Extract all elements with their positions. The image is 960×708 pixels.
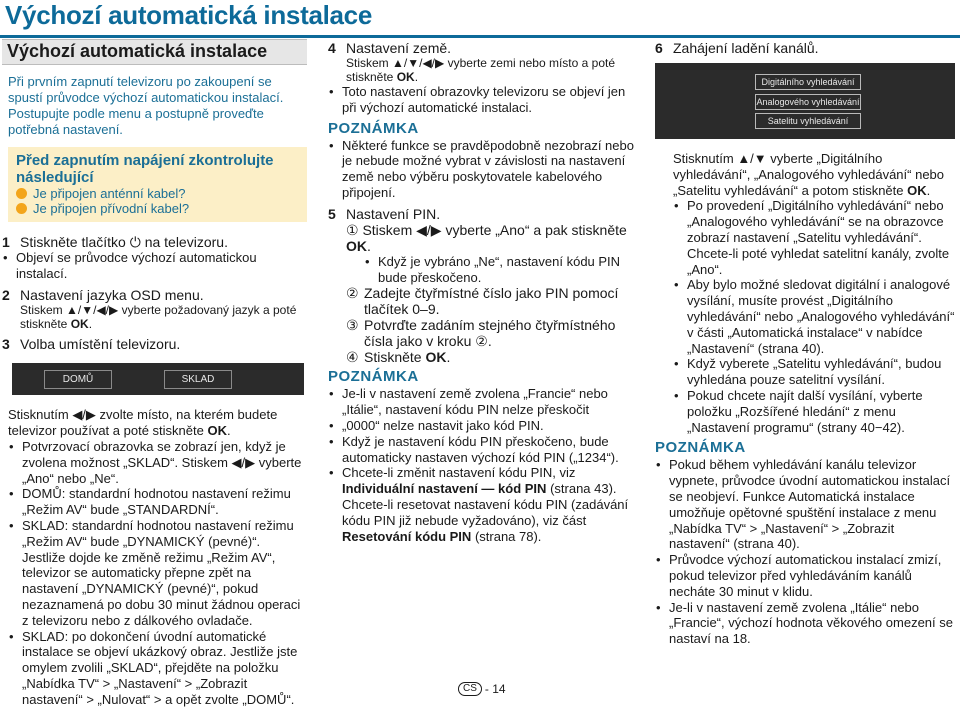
section-title: Výchozí automatická instalace: [7, 41, 268, 61]
note-heading: POZNÁMKA: [328, 119, 419, 137]
step-number: 3: [2, 336, 10, 353]
text-part: Zadejte čtyřmístné číslo jako PIN pomocí tlačítek 0–9.: [364, 285, 619, 318]
note-heading: POZNÁMKA: [328, 368, 419, 386]
step-3-desc: [8, 407, 307, 439]
precheck-box: [8, 147, 307, 222]
list-item: • Je-li v nastavení země zvolena „Itálie“ nebo „Francie“, výchozí hodnota věkového omezení se nastaví na 18.: [655, 600, 958, 647]
text-part: (strana 78).: [474, 528, 542, 544]
substep-4: [346, 349, 638, 365]
list-item: • Když je vybráno „Ne“, nastavení kódu PIN bude přeskočeno.: [364, 254, 638, 286]
step-4-desc: [346, 56, 638, 84]
list-item: • Průvodce výchozí automatickou instalací zmizí, pokud televizor před vyhledáváním kanálů necháte 30 minut v klidu.: [655, 552, 958, 599]
text-part: .: [367, 237, 371, 254]
section-header: [2, 39, 307, 65]
list-item: • Pokud během vyhledávání kanálu televizor vypnete, průvodce úvodní automatickou instalací se neobjeví. Funkce Automatická instalace umožňuje opětovné spuštění instalace z menu „Nabídka TV“ > „Nastavení“ > „Zobrazit nastavení“ (strana 40).: [655, 457, 958, 552]
note-heading: POZNÁMKA: [655, 439, 746, 457]
step-number: 4: [328, 40, 336, 56]
page-number: - 14: [484, 682, 506, 696]
orange-bullet-icon: [16, 188, 27, 199]
page-title: Výchozí automatická instalace: [5, 0, 373, 30]
ok-key-label: OK: [346, 237, 367, 254]
text-part: vyberte zemi nebo místo a poté stiskněte: [346, 56, 616, 84]
column-2: [328, 38, 638, 544]
list-item: • Když vyberete „Satelitu vyhledávání“, budou vyhledána pouze satelitní vysílání.: [673, 356, 958, 388]
precheck-item-text: Je připojen přívodní kabel?: [33, 200, 190, 216]
arrow-keys-icon: ◀/▶: [416, 221, 442, 238]
note-2-bullets: [328, 386, 638, 544]
step-text-part: Stiskněte tlačítko: [20, 233, 126, 250]
ok-key-label: OK: [425, 349, 447, 366]
list-item: • Když je nastavení kódu PIN přeskočeno, bude automaticky nastaven výchozí kód PIN („1234“).: [328, 434, 638, 466]
step-6: [655, 40, 958, 56]
list-item: • Toto nastavení obrazovky televizoru se objeví jen při výchozí automatické instalaci.: [328, 84, 638, 116]
text-part: Stiskem: [362, 221, 413, 238]
page-footer: [458, 682, 506, 696]
text-part: Stisknutím: [673, 151, 734, 166]
intro-text: Při prvním zapnutí televizoru po zakoupení se spustí průvodce výchozí automatickou instalací. Postupujte podle menu a postupně proveďte potřebná nastavení.: [8, 73, 284, 137]
step-number: 6: [655, 40, 663, 56]
step-6-bullets: [655, 198, 958, 435]
step-number: 1: [2, 233, 10, 250]
reference-link: Resetování kódu PIN: [342, 528, 472, 544]
text-part: vyberte požadovaný jazyk a poté stiskněte: [20, 303, 297, 332]
text-part: .: [88, 317, 93, 332]
digital-search-option[interactable]: Digitálního vyhledávání: [755, 74, 861, 90]
step-5: [328, 206, 638, 222]
language-badge: CS: [458, 682, 482, 696]
text-part: zvolte místo, na kterém budete televizor používat a poté stiskněte: [8, 407, 278, 439]
circled-number: ②: [475, 333, 488, 350]
step-4-bullets: [328, 84, 638, 116]
ok-key-label: OK: [396, 70, 415, 84]
text-part: Stisknutím: [8, 407, 69, 423]
list-item: • Pokud chcete najít další vysílání, vyberte položku „Rozšířené hledání“ z menu „Nastavení programu“ (strany 40−42).: [673, 388, 958, 435]
step-1: [2, 234, 307, 250]
circled-number: ①: [346, 221, 359, 238]
list-item: • Aby bylo možné sledovat digitální i analogové vysílání, musíte provést „Digitálního vyhledávání“ nebo „Analogového vyhledávání“ v části „Automatická instalace“ v nabídce „Nastavení“ (strana 40).: [673, 277, 958, 356]
column-3: [655, 38, 958, 647]
text-part: Potvrďte zadáním stejného čtyřmístného čísla jako v kroku: [364, 317, 616, 350]
ok-key-label: OK: [70, 317, 89, 332]
step-text: [20, 234, 228, 250]
substep-1: [346, 222, 638, 254]
step-title: Volba umístění televizoru.: [20, 336, 181, 353]
store-option-button[interactable]: SKLAD: [164, 370, 232, 389]
text-part: Stiskem: [346, 56, 389, 70]
arrow-keys-icon: ▲/▼/◀/▶: [392, 56, 445, 70]
precheck-item: [16, 186, 299, 201]
list-item: • Objeví se průvodce výchozí automatickou instalací.: [2, 250, 307, 282]
list-item: • SKLAD: po dokončení úvodní automatické instalace se objeví ukázkový obraz. Jestliže jste omylem zvolili „SKLAD“, přejděte na položku „Nabídka TV“ > „Nastavení“ > „Zobrazit nastavení“ > „Nulovat“ > a opět zvolte „DOMŮ“.: [8, 629, 307, 708]
text-part: Stiskem: [20, 303, 63, 318]
circled-number: ④: [346, 349, 359, 366]
arrow-keys-icon: ▲/▼/◀/▶: [66, 303, 119, 318]
list-item: • Po provedení „Digitálního vyhledávání“ nebo „Analogového vyhledávání“ se na obrazovce zobrazí nastavení „Satelitu vyhledávání“. Chcete-li poté vyhledat satelitní kanály, zvolte „Ano“.: [673, 198, 958, 277]
list-item: [328, 465, 638, 544]
precheck-item-text: Je připojen anténní kabel?: [33, 185, 186, 201]
ok-key-label: OK: [907, 182, 927, 198]
text-part: .: [446, 349, 451, 366]
arrow-keys-icon: ◀/▶: [72, 407, 96, 423]
step-6-desc: [673, 151, 958, 198]
text-part: .: [926, 182, 931, 198]
list-item: • DOMŮ: standardní hodnotou nastavení režimu „Režim AV“ bude „STANDARDNÍ“.: [8, 486, 307, 518]
step-2-desc: [20, 303, 307, 331]
list-item: • „0000“ nelze nastavit jako kód PIN.: [328, 418, 638, 434]
list-item: • Některé funkce se pravděpodobně nezobrazí nebo je nebude možné vybrat v závislosti na nastavení země nebo výběru poskytovatele kabelového připojení.: [328, 138, 638, 201]
text-part: [364, 317, 638, 349]
circled-number: ③: [346, 317, 359, 334]
step-text-part: na televizoru.: [144, 233, 228, 250]
step-1-bullets: [2, 250, 307, 282]
text-part: .: [487, 333, 492, 350]
text-part: [364, 349, 450, 365]
analog-search-option[interactable]: Analogového vyhledávání: [755, 94, 861, 110]
reference-link: Individuální nastavení — kód PIN: [342, 481, 547, 497]
arrow-keys-icon: ▲/▼: [737, 151, 767, 166]
power-icon: ⏻: [129, 233, 141, 250]
circled-number: ②: [346, 285, 359, 302]
text-part: vyberte „Ano“ a pak stiskněte: [445, 221, 627, 238]
text-part: (strana 43). Chcete-li resetovat nastavení kódu PIN (zadávání kódu PIN již nebude vyžadováno), viz část: [342, 481, 629, 528]
step-number: 2: [2, 287, 10, 304]
text-part: vyberte „Digitálního vyhledávání“, „Analogového vyhledávání“ nebo „Satelitu vyhledávání“ a potom stiskněte: [673, 151, 945, 198]
orange-bullet-icon: [16, 203, 27, 214]
substep-1-bullets: [328, 254, 638, 286]
step-2: [2, 287, 307, 303]
step-3-bullets: [2, 439, 307, 708]
tuning-screen: [655, 63, 955, 139]
home-option-button[interactable]: DOMŮ: [44, 370, 112, 389]
note-3-bullets: [655, 457, 958, 647]
step-title: Zahájení ladění kanálů.: [673, 40, 819, 56]
list-item: • SKLAD: standardní hodnotou nastavení režimu „Režim AV“ bude „DYNAMICKÝ (pevné)“. Jestliže dojde ke změně režimu „Režim AV“, televizor se automaticky přepne zpět na nastavení „DYNAMICKÝ (pevné)“, pokud nezaznamená po dobu 30 minut žádnou operaci z televizoru nebo z dálkového ovladače.: [8, 518, 307, 629]
substep-2: [346, 285, 638, 317]
text-part: Stiskněte: [364, 349, 422, 366]
step-title: Nastavení jazyka OSD menu.: [20, 287, 204, 304]
ok-key-label: OK: [207, 423, 227, 439]
list-item: • Je-li v nastavení země zvolena „Francie“ nebo „Itálie“, nastavení kódu PIN nelze přeskočit: [328, 386, 638, 418]
step-title: Nastavení PIN.: [346, 205, 441, 222]
text-part: .: [226, 423, 231, 439]
text-part: Chcete-li změnit nastavení kódu PIN, viz: [342, 465, 576, 481]
precheck-title: Před zapnutím napájení zkontrolujte následující: [16, 151, 274, 186]
location-screen: [12, 363, 304, 395]
step-number: 5: [328, 205, 336, 222]
step-title: Nastavení země.: [346, 40, 452, 56]
note-1-bullets: [328, 138, 638, 201]
precheck-item: [16, 201, 299, 216]
step-4: [328, 40, 638, 56]
list-item: • Potvrzovací obrazovka se zobrazí jen, když je zvolena možnost „SKLAD“. Stiskem ◀/▶ vyberte „Ano“ nebo „Ne“.: [8, 439, 307, 486]
column-1: [2, 38, 307, 708]
step-3: [2, 336, 307, 352]
satellite-search-option[interactable]: Satelitu vyhledávání: [755, 113, 861, 129]
substep-3: [346, 317, 638, 349]
text-part: .: [414, 70, 419, 84]
